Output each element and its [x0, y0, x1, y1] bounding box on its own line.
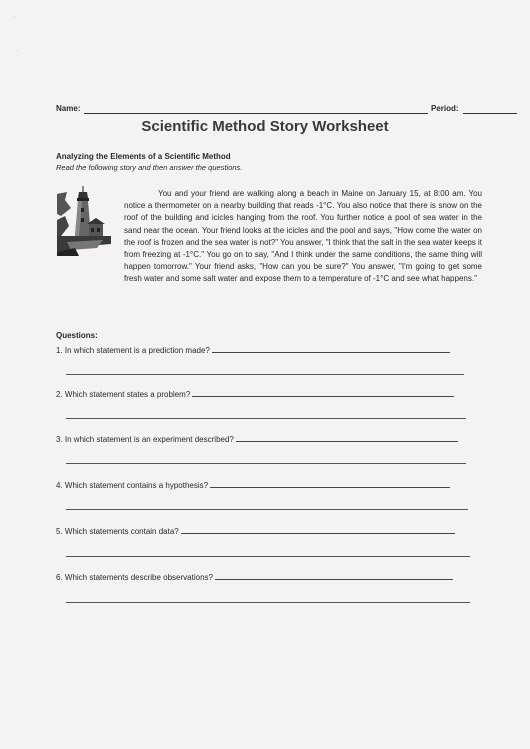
name-label: Name: [56, 104, 81, 113]
instructions: Read the following story and then answer the questions. [56, 163, 243, 172]
story-text: You and your friend are walking along a beach in Maine on January 15, at 8:00 am. You notice a thermometer on a nearby building that reads -1°C. You also notice that there is snow on the roof of the building and icicles hanging from the roof. You further notice a pool of sea water in the sand near the ocean. Your friend looks at the icicles and the pool and says, "How come the water on the roof is frozen and the sea water is not?" You answer, "I think that the salt in the sea water keeps it from freezing at -1°C." You go on to say, "And I think under the same conditions, the same thing will happen tomorrow." Your friend asks, "How can you be sure?" You answer, "I'm going to get some fresh water and some salt water and expose them to a temperature of -1°C and see what happens." [124, 189, 482, 284]
question-5-answer-line[interactable] [66, 556, 470, 557]
scan-speck: · [14, 14, 16, 20]
story-paragraph [56, 188, 482, 292]
question-2-answer-field[interactable] [192, 388, 454, 397]
question-3-answer-line[interactable] [66, 463, 466, 464]
question-4-answer-line[interactable] [66, 509, 468, 510]
question-4-text: 4. Which statement contains a hypothesis? [56, 481, 209, 490]
question-6-answer-line[interactable] [66, 602, 470, 603]
question-5-answer-field[interactable] [181, 525, 455, 534]
section-heading: Analyzing the Elements of a Scientific Method [56, 152, 231, 161]
question-5 [56, 525, 455, 536]
question-2-text: 2. Which statement states a problem? [56, 390, 191, 399]
questions-heading: Questions: [56, 331, 98, 340]
question-4-answer-field[interactable] [210, 479, 450, 488]
question-1-answer-line[interactable] [66, 374, 464, 375]
question-1-answer-field[interactable] [212, 344, 450, 353]
question-3-answer-field[interactable] [236, 433, 458, 442]
question-2 [56, 388, 454, 399]
page-title: Scientific Method Story Worksheet [141, 118, 389, 135]
question-3 [56, 433, 458, 444]
period-field[interactable] [463, 113, 517, 114]
question-6 [56, 571, 453, 582]
header-row [56, 104, 466, 118]
question-3-text: 3. In which statement is an experiment described? [56, 435, 234, 444]
question-6-answer-field[interactable] [215, 571, 453, 580]
question-1 [56, 344, 450, 355]
scan-speck: · [16, 48, 18, 54]
question-2-answer-line[interactable] [66, 418, 466, 419]
name-field[interactable] [84, 113, 428, 114]
period-label: Period: [431, 104, 459, 113]
question-5-text: 5. Which statements contain data? [56, 527, 179, 536]
question-1-text: 1. In which statement is a prediction made? [56, 346, 210, 355]
question-4 [56, 479, 450, 490]
question-6-text: 6. Which statements describe observations? [56, 573, 213, 582]
